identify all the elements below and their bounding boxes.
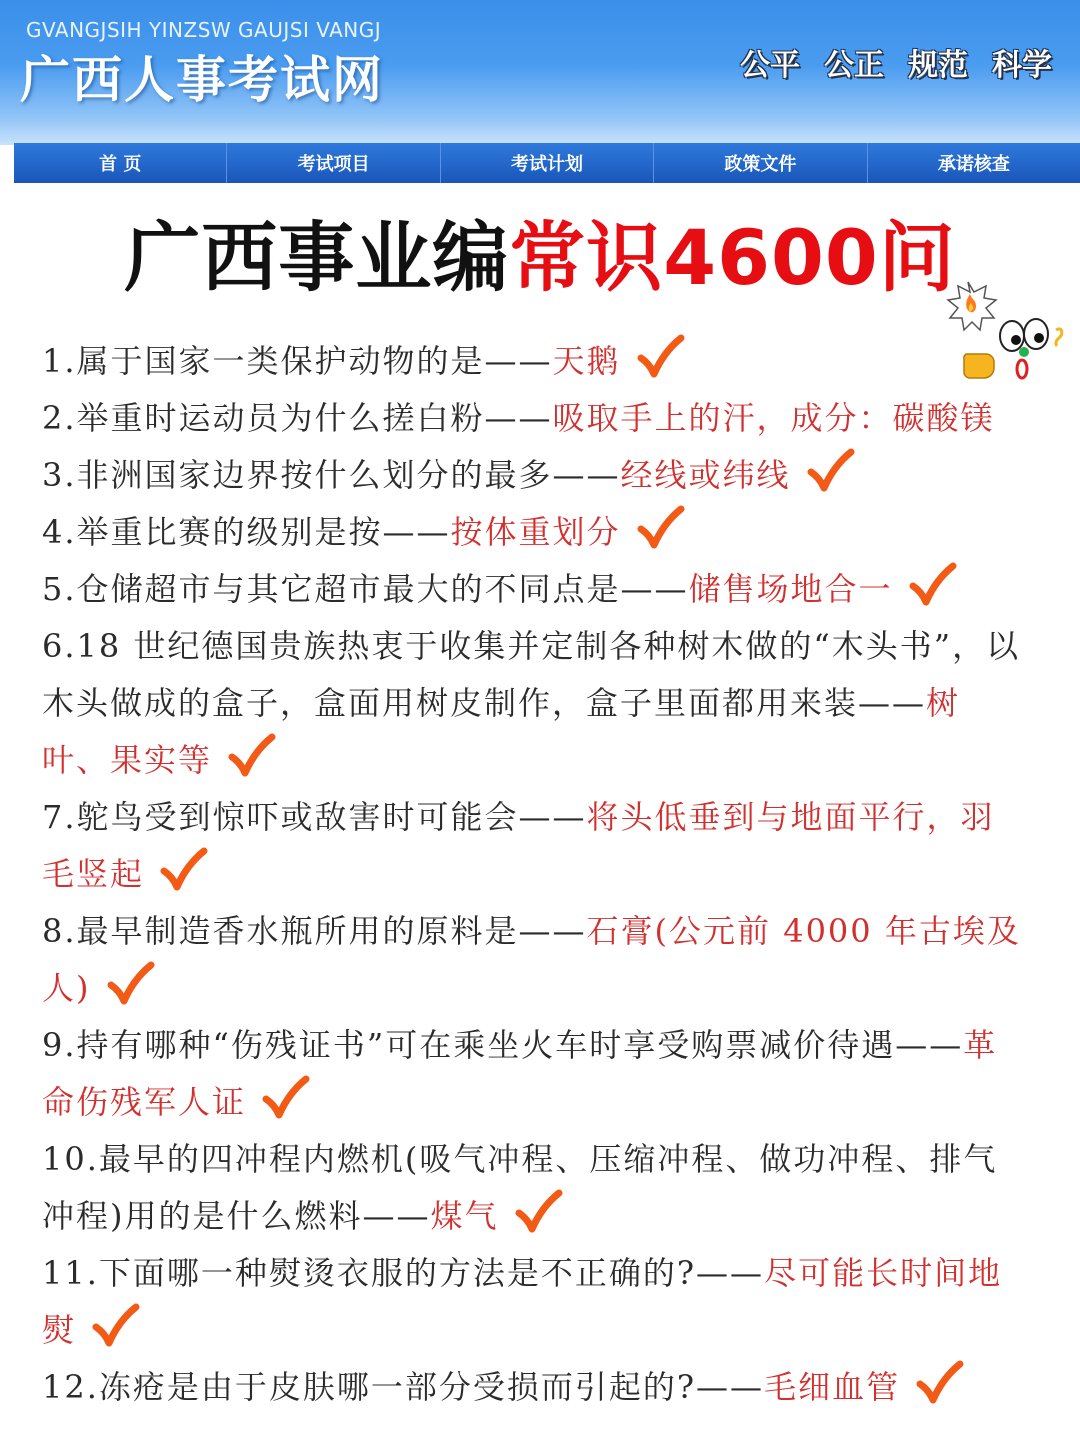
nav-bar	[14, 143, 1080, 183]
slogans	[740, 40, 1052, 84]
slogan: 科学	[992, 48, 1052, 83]
checkmark-icon	[90, 1303, 140, 1347]
slogan: 公平	[740, 48, 800, 83]
answer-text: 经线或纬线	[620, 456, 791, 494]
checkmark-icon	[226, 733, 276, 777]
answer-text: 毛细血管	[764, 1368, 901, 1406]
nav-item-exam-projects[interactable]: 考试项目	[227, 143, 440, 183]
nav-item-commitment-check[interactable]: 承诺核查	[868, 143, 1080, 183]
question-text: 10.最早的四冲程内燃机(吸气冲程、压缩冲程、做功冲程、排气冲程)用的是什么燃料——	[42, 1140, 998, 1235]
checkmark-icon	[907, 562, 957, 606]
title-red: 常识4600问	[509, 213, 956, 302]
answer-text: 按体重划分	[450, 513, 621, 551]
question-text: 3.非洲国家边界按什么划分的最多——	[42, 456, 621, 494]
nav-item-exam-plans[interactable]: 考试计划	[441, 143, 654, 183]
question-text: 11.下面哪一种熨烫衣服的方法是不正确的?——	[42, 1254, 765, 1292]
answer-text: 尽可能长时间地熨	[42, 1254, 1003, 1349]
list-item	[42, 1131, 1027, 1245]
answer-text: 石膏(公元前 4000 年古埃及人)	[42, 912, 1021, 1007]
answer-text: 煤气	[430, 1197, 499, 1235]
question-text: 4.举重比赛的级别是按——	[42, 513, 451, 551]
question-text: 7.鸵鸟受到惊吓或敌害时可能会——	[42, 798, 587, 836]
answer-text: 树叶、果实等	[42, 684, 961, 779]
site-title: 广西人事考试网	[20, 50, 384, 109]
checkmark-icon	[635, 334, 685, 378]
checkmark-icon	[513, 1189, 563, 1233]
question-text: 9.持有哪种“伤残证书”可在乘坐火车时享受购票减价待遇——	[42, 1026, 964, 1064]
list-item	[42, 447, 1027, 504]
site-header	[0, 0, 1080, 145]
checkmark-icon	[805, 448, 855, 492]
list-item	[42, 1359, 1027, 1416]
checkmark-icon	[158, 847, 208, 891]
answer-text: 吸取手上的汗，成分：碳酸镁	[552, 399, 995, 437]
checkmark-icon	[260, 1075, 310, 1119]
answer-text: 将头低垂到与地面平行，羽毛竖起	[42, 798, 995, 893]
question-text: 8.最早制造香水瓶所用的原料是——	[42, 912, 587, 950]
question-text: 2.举重时运动员为什么搓白粉——	[42, 399, 553, 437]
slogan: 规范	[908, 48, 968, 83]
list-item	[42, 1245, 1027, 1359]
answer-text: 储售场地合一	[688, 570, 893, 608]
list-item	[42, 504, 1027, 561]
question-text: 12.冻疮是由于皮肤哪一部分受损而引起的?——	[42, 1368, 765, 1406]
nav-item-home[interactable]: 首 页	[14, 143, 227, 183]
list-item	[42, 390, 1027, 447]
list-item	[42, 561, 1027, 618]
nav-item-policy-docs[interactable]: 政策文件	[654, 143, 867, 183]
question-text: 6.18 世纪德国贵族热衷于收集并定制各种树木做的“木头书”，以木头做成的盒子，盒面用树皮制作，盒子里面都用来装——	[42, 627, 1021, 722]
checkmark-icon	[105, 961, 155, 1005]
question-text: 1.属于国家一类保护动物的是——	[42, 342, 553, 380]
page-title	[0, 210, 1080, 306]
slogan: 公正	[824, 48, 884, 83]
answer-text: 天鹅	[552, 342, 621, 380]
question-text: 5.仓储超市与其它超市最大的不同点是——	[42, 570, 689, 608]
site-subtitle: GVANGJSIH YINZSW GAUJSI VANGJ	[26, 18, 382, 42]
checkmark-icon	[914, 1360, 964, 1404]
title-black: 广西事业编	[124, 213, 510, 302]
list-item	[42, 903, 1027, 1017]
answer-text: 革命伤残军人证	[42, 1026, 998, 1121]
list-item	[42, 618, 1027, 789]
qa-list	[42, 333, 1027, 1416]
checkmark-icon	[635, 505, 685, 549]
list-item	[42, 789, 1027, 903]
list-item	[42, 1017, 1027, 1131]
list-item	[42, 333, 1027, 390]
